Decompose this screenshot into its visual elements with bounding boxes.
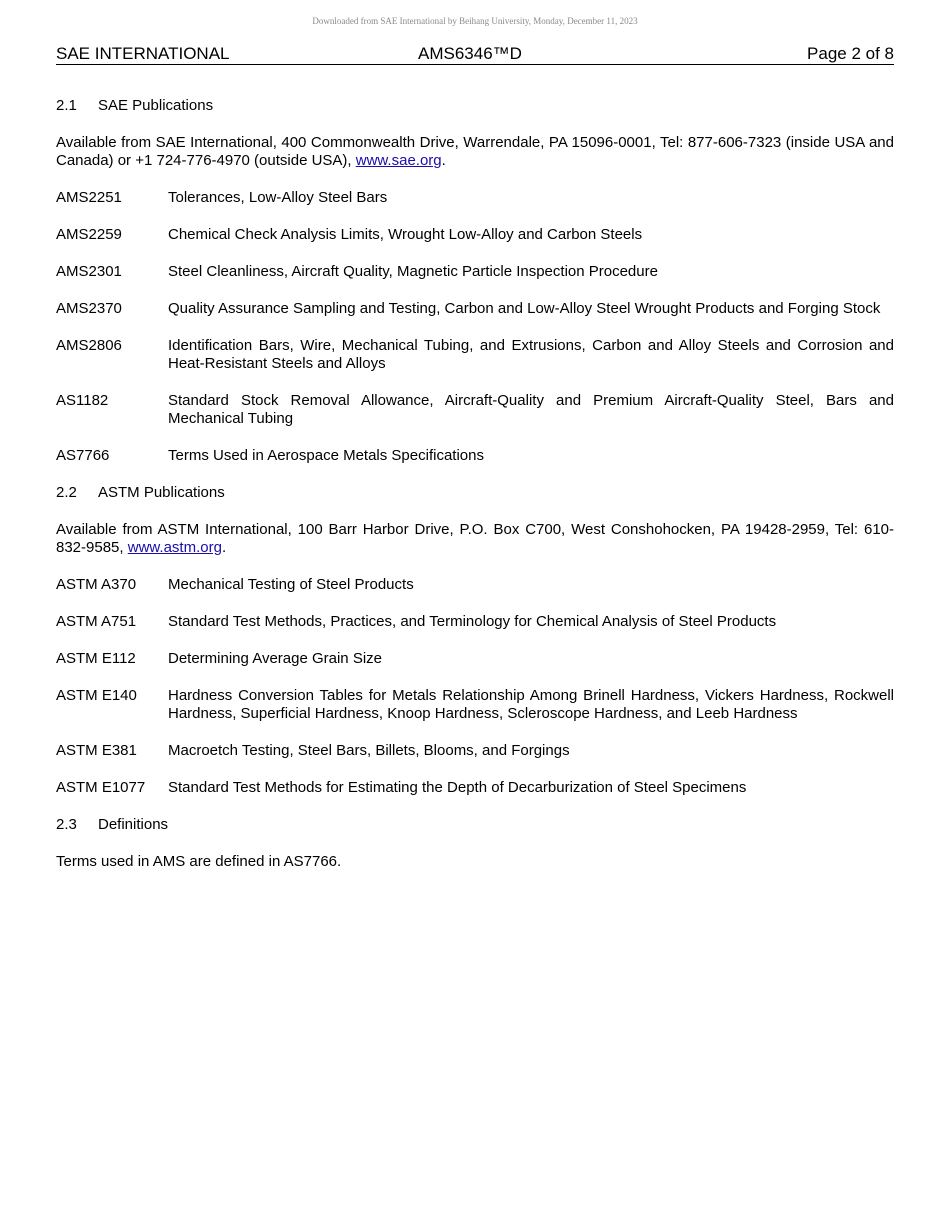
reference-code: AMS2301 bbox=[56, 263, 122, 280]
definitions-paragraph: Terms used in AMS are defined in AS7766. bbox=[56, 853, 342, 870]
reference-title: Standard Test Methods for Estimating the Depth of Decarburization of Steel Specimens bbox=[168, 779, 747, 796]
reference-item bbox=[56, 226, 894, 244]
reference-title: Mechanical Testing of Steel Products bbox=[168, 576, 414, 593]
reference-code: AS7766 bbox=[56, 447, 110, 464]
reference-title: Standard Stock Removal Allowance, Aircraft-Quality and Premium Aircraft-Quality Steel, Bars and Mechanical Tubing bbox=[168, 392, 894, 427]
reference-code: ASTM A751 bbox=[56, 613, 137, 630]
reference-item bbox=[56, 337, 894, 373]
reference-item bbox=[56, 650, 894, 668]
reference-item bbox=[56, 687, 894, 723]
section-heading-2-2 bbox=[56, 484, 894, 502]
reference-title: Standard Test Methods, Practices, and Terminology for Chemical Analysis of Steel Products bbox=[168, 613, 777, 630]
reference-title: Terms Used in Aerospace Metals Specifications bbox=[168, 447, 484, 464]
section-heading-2-3 bbox=[56, 816, 894, 834]
section-number: 2.2 bbox=[56, 484, 77, 501]
reference-item bbox=[56, 300, 894, 318]
reference-item bbox=[56, 189, 894, 207]
reference-title: Hardness Conversion Tables for Metals Relationship Among Brinell Hardness, Vickers Hardness, Rockwell Hardness, Superficial Hardness, Knoop Hardness, Scleroscope Hardness, and Leeb Hardness bbox=[168, 687, 894, 722]
sae-website-link[interactable]: www.sae.org bbox=[355, 152, 442, 169]
availability-text: Available from ASTM International, 100 Barr Harbor Drive, P.O. Box C700, West Conshohocken, PA 19428-2959, Tel: 610-832-9585, bbox=[56, 521, 894, 556]
astm-website-link[interactable]: www.astm.org bbox=[127, 539, 222, 556]
reference-code: AMS2259 bbox=[56, 226, 122, 243]
section-heading-2-1 bbox=[56, 97, 894, 115]
section-title: SAE Publications bbox=[98, 97, 214, 114]
section-number: 2.3 bbox=[56, 816, 77, 833]
period: . bbox=[441, 152, 446, 169]
section-title: Definitions bbox=[98, 816, 169, 833]
reference-title: Macroetch Testing, Steel Bars, Billets, Blooms, and Forgings bbox=[168, 742, 570, 759]
reference-title: Quality Assurance Sampling and Testing, Carbon and Low-Alloy Steel Wrought Products and Forging Stock bbox=[168, 300, 881, 317]
section-number: 2.1 bbox=[56, 97, 77, 114]
reference-code: AMS2806 bbox=[56, 337, 122, 354]
reference-code: AS1182 bbox=[56, 392, 109, 409]
header-page-number: Page 2 of 8 bbox=[807, 44, 894, 63]
reference-code: ASTM E140 bbox=[56, 687, 137, 704]
reference-item bbox=[56, 392, 894, 428]
reference-item bbox=[56, 263, 894, 281]
reference-code: ASTM E112 bbox=[56, 650, 136, 667]
reference-title: Steel Cleanliness, Aircraft Quality, Magnetic Particle Inspection Procedure bbox=[168, 263, 658, 280]
reference-item bbox=[56, 613, 894, 631]
reference-code: ASTM E381 bbox=[56, 742, 137, 759]
sae-availability-paragraph bbox=[56, 134, 894, 170]
reference-item bbox=[56, 742, 894, 760]
page-header bbox=[56, 44, 894, 65]
reference-item bbox=[56, 576, 894, 594]
reference-code: ASTM A370 bbox=[56, 576, 137, 593]
reference-title: Identification Bars, Wire, Mechanical Tubing, and Extrusions, Carbon and Alloy Steels and Corrosion and Heat-Resistant Steels and Alloys bbox=[168, 337, 894, 372]
download-watermark: Downloaded from SAE International by Beihang University, Monday, December 11, 2023 bbox=[312, 16, 638, 26]
astm-availability-paragraph bbox=[56, 521, 894, 557]
reference-item bbox=[56, 447, 894, 465]
reference-item bbox=[56, 779, 894, 797]
reference-code: AMS2370 bbox=[56, 300, 122, 317]
reference-code: ASTM E1077 bbox=[56, 779, 146, 796]
availability-text: Available from SAE International, 400 Commonwealth Drive, Warrendale, PA 15096-0001, Tel: 877-606-7323 (inside USA and Canada) or +1 724-776-4970 (outside USA), bbox=[56, 134, 894, 169]
header-doc-number: AMS6346™D bbox=[418, 44, 522, 63]
reference-code: AMS2251 bbox=[56, 189, 122, 206]
document-body bbox=[56, 97, 894, 890]
reference-title: Chemical Check Analysis Limits, Wrought Low-Alloy and Carbon Steels bbox=[168, 226, 643, 243]
reference-title: Determining Average Grain Size bbox=[168, 650, 382, 667]
section-title: ASTM Publications bbox=[98, 484, 225, 501]
reference-title: Tolerances, Low-Alloy Steel Bars bbox=[168, 189, 388, 206]
header-publisher: SAE INTERNATIONAL bbox=[56, 44, 230, 63]
period: . bbox=[221, 539, 227, 556]
